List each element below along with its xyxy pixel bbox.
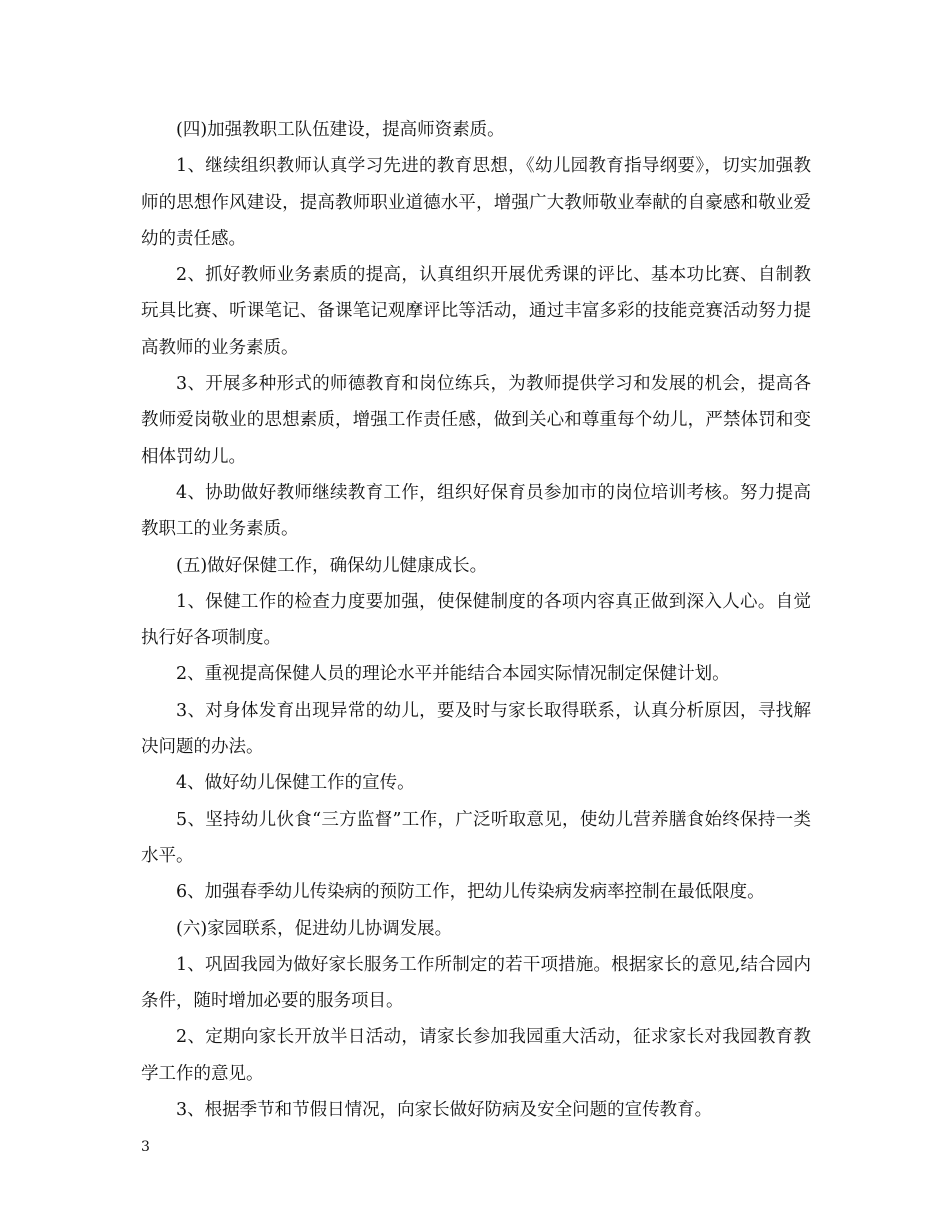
paragraph-6-3: 3、根据季节和节假日情况，向家长做好防病及安全问题的宣传教育。: [176, 1100, 713, 1121]
paragraph-5-3: 3、对身体发育出现异常的幼儿，要及时与家长取得联系，认真分析原因，寻找解决问题的办法。: [141, 700, 811, 758]
paragraph-4-4: 4、协助做好教师继续教育工作，组织好保育员参加市的岗位培训考核。努力提高教职工的业务素质。: [141, 482, 811, 540]
paragraph-6-1: 1、巩固我园为做好家长服务工作所制定的若干项措施。根据家长的意见,结合园内条件，随时增加必要的服务项目。: [141, 954, 811, 1012]
paragraph-4-2: 2、抓好教师业务素质的提高，认真组织开展优秀课的评比、基本功比赛、自制教玩具比赛、听课笔记、备课笔记观摩评比等活动，通过丰富多彩的技能竞赛活动努力提高教师的业务素质。: [141, 265, 811, 358]
section-heading-5: (五)做好保健工作，确保幼儿健康成长。: [176, 555, 488, 576]
paragraph-5-1: 1、保健工作的检查力度要加强，使保健制度的各项内容真正做到深入人心。自觉执行好各项制度。: [141, 591, 811, 649]
paragraph-6-2: 2、定期向家长开放半日活动，请家长参加我园重大活动，征求家长对我园教育教学工作的意见。: [141, 1027, 811, 1084]
section-heading-4: (四)加强教职工队伍建设，提高师资素质。: [176, 120, 505, 140]
paragraph-5-5: 5、坚持幼儿伙食“三方监督”工作，广泛听取意见，使幼儿营养膳食始终保持一类水平。: [141, 809, 811, 866]
page-number: 3: [141, 1139, 150, 1155]
paragraph-4-1: 1、继续组织教师认真学习先进的教育思想，《幼儿园教育指导纲要》，切实加强教师的思想作风建设，提高教师职业道德水平，增强广大教师敬业奉献的自豪感和敬业爱幼的责任感。: [141, 156, 811, 249]
paragraph-5-4: 4、做好幼儿保健工作的宣传。: [176, 773, 415, 794]
paragraph-4-3: 3、开展多种形式的师德教育和岗位练兵，为教师提供学习和发展的机会，提高各教师爱岗敬业的思想素质，增强工作责任感，做到关心和尊重每个幼儿，严禁体罚和变相体罚幼儿。: [141, 374, 811, 467]
paragraph-5-2: 2、重视提高保健人员的理论水平并能结合本园实际情况制定保健计划。: [176, 664, 730, 685]
section-heading-6: (六)家园联系，促进幼儿协调发展。: [176, 918, 453, 939]
document-body: [141, 112, 811, 1128]
paragraph-5-6: 6、加强春季幼儿传染病的预防工作，把幼儿传染病发病率控制在最低限度。: [176, 882, 765, 903]
